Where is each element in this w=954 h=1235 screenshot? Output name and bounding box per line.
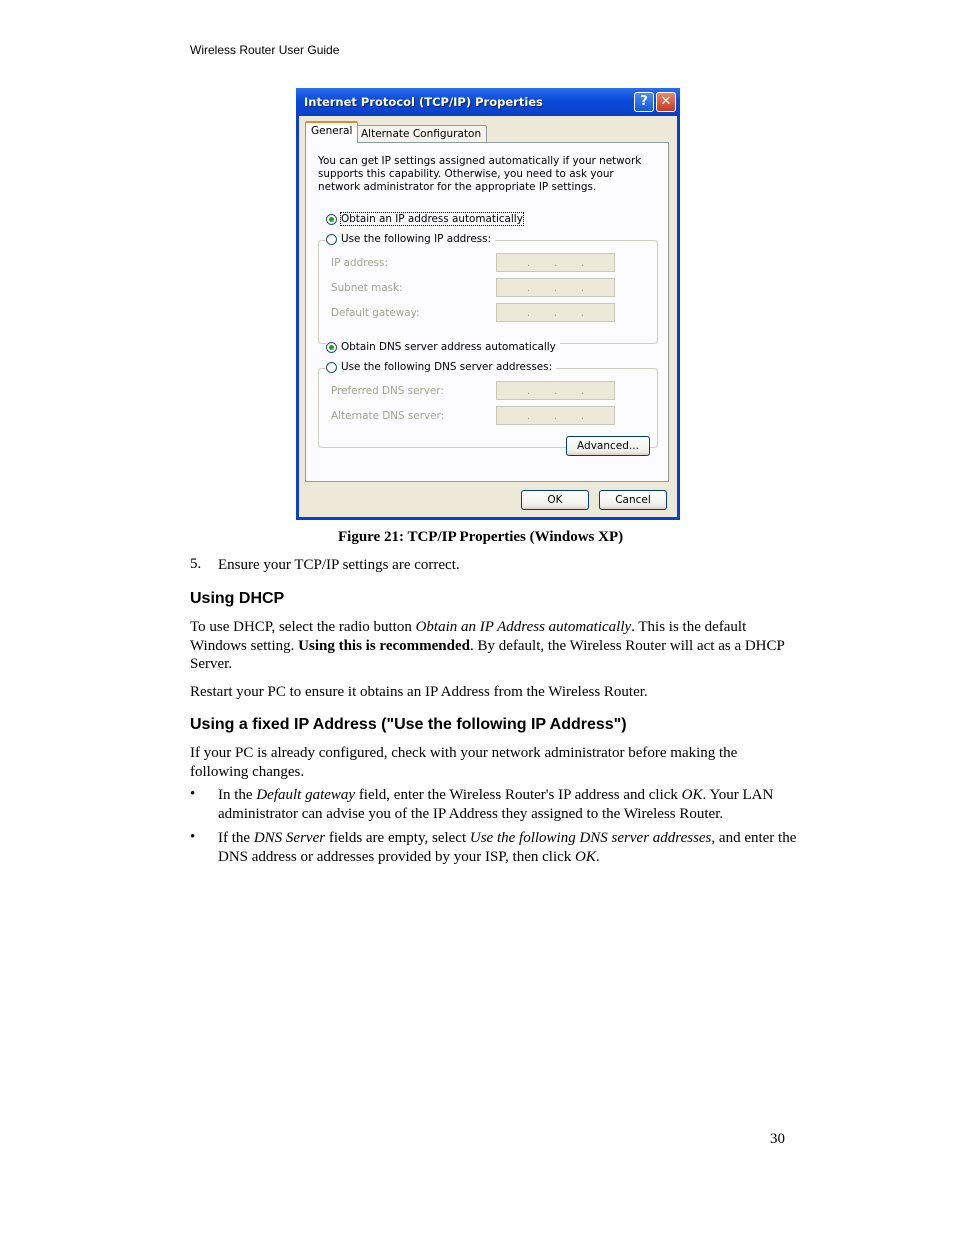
alternate-dns-field: . . . <box>496 406 615 425</box>
dialog-title: Internet Protocol (TCP/IP) Properties <box>304 95 543 109</box>
fixed-intro-paragraph: If your PC is already configured, check with your network administrator before making the following changes. <box>190 745 738 780</box>
radio-unselected-icon <box>326 362 337 373</box>
preferred-dns-label: Preferred DNS server: <box>331 385 444 397</box>
general-tab-panel <box>305 142 669 482</box>
bullet-glyph: • <box>190 786 196 802</box>
dialog-titlebar[interactable] <box>296 88 680 116</box>
advanced-button[interactable]: Advanced... <box>566 436 650 456</box>
dns-auto-radio[interactable] <box>326 341 560 353</box>
radio-selected-icon <box>326 342 337 353</box>
dialog-client-area <box>299 116 677 517</box>
step-number: 5. <box>190 556 202 572</box>
tcpip-properties-dialog <box>296 88 680 520</box>
page-number: 30 <box>770 1131 785 1147</box>
radio-selected-icon <box>326 214 337 225</box>
bullet-dns-server: If the DNS Server fields are empty, select Use the following DNS server addresses, and enter the DNS address or addresses provided by your ISP, then click OK. <box>218 830 797 865</box>
alternate-dns-label: Alternate DNS server: <box>331 410 445 422</box>
heading-fixed-ip: Using a fixed IP Address ("Use the following IP Address") <box>190 716 627 733</box>
tab-alternate-configuration[interactable]: Alternate Configuraton <box>355 125 487 144</box>
ip-manual-radio[interactable] <box>326 233 495 245</box>
preferred-dns-field: . . . <box>496 381 615 400</box>
restart-paragraph: Restart your PC to ensure it obtains an IP Address from the Wireless Router. <box>190 684 648 700</box>
ip-auto-radio[interactable] <box>326 213 527 225</box>
ip-address-field: . . . <box>496 253 615 272</box>
figure-caption: Figure 21: TCP/IP Properties (Windows XP) <box>338 529 624 545</box>
subnet-mask-field: . . . <box>496 278 615 297</box>
ip-auto-label: Obtain an IP address automatically <box>341 213 523 225</box>
help-icon[interactable]: ? <box>634 92 654 112</box>
bullet-default-gateway: In the Default gateway field, enter the Wireless Router's IP address and click OK. Your LAN administrator can advise you of the IP Address they assigned to the Wireless Router. <box>218 787 774 822</box>
default-gateway-field: . . . <box>496 303 615 322</box>
intro-text: You can get IP settings assigned automatically if your network supports this capability. Otherwise, you need to ask your network administrator for the appropriate IP settings. <box>318 155 642 193</box>
dns-manual-radio[interactable] <box>326 361 556 373</box>
default-gateway-label: Default gateway: <box>331 307 420 319</box>
close-icon[interactable]: ✕ <box>656 92 676 112</box>
heading-using-dhcp: Using DHCP <box>190 590 285 607</box>
step-text: Ensure your TCP/IP settings are correct. <box>218 557 460 573</box>
dhcp-paragraph: To use DHCP, select the radio button Obtain an IP Address automatically. This is the default Windows setting. Using this is recommended. By default, the Wireless Router will act as a DHCP Server. <box>190 619 785 672</box>
bullet-glyph: • <box>190 829 196 845</box>
cancel-button[interactable]: Cancel <box>599 490 667 510</box>
dns-manual-label: Use the following DNS server addresses: <box>341 361 553 373</box>
ok-button[interactable]: OK <box>521 490 589 510</box>
ip-address-label: IP address: <box>331 257 388 269</box>
running-header: Wireless Router User Guide <box>190 43 340 57</box>
tab-general[interactable]: General <box>305 121 358 143</box>
dns-auto-label: Obtain DNS server address automatically <box>341 341 556 353</box>
radio-unselected-icon <box>326 234 337 245</box>
subnet-mask-label: Subnet mask: <box>331 282 403 294</box>
ip-manual-label: Use the following IP address: <box>341 233 492 245</box>
